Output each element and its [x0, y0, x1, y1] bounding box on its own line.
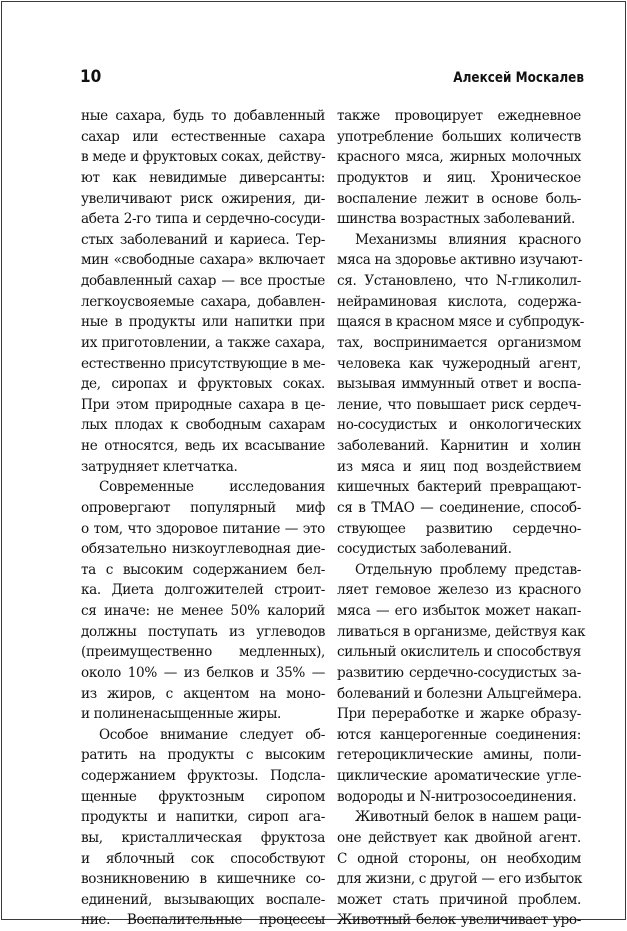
text-line: Животный белок увеличивает уро- [337, 912, 581, 929]
text-line: сахар или естественные сахара [81, 128, 325, 145]
left-text-column [81, 106, 325, 931]
text-line: и яблочный сок способствуют [81, 850, 325, 867]
text-line: мин «свободные сахара» включает [81, 252, 325, 269]
running-head-author: Алексей Москалев [453, 70, 584, 86]
text-line: увеличивают риск ожирения, ди- [81, 190, 325, 207]
text-line: щаяся в красном мясе и субпродук- [337, 314, 585, 331]
text-line: Особое внимание следует об- [99, 726, 325, 743]
text-line: ются канцерогенные соединения: [337, 726, 581, 743]
text-line: мяса — его избыток может накап- [337, 603, 581, 619]
text-line: ние. Воспалительные процессы [81, 912, 325, 929]
text-line: заболеваний. Карнитин и холин [337, 438, 581, 454]
text-line: для жизни, с другой — его избыток [337, 871, 583, 888]
text-line: щенные фруктозным сиропом [81, 788, 325, 805]
text-line: нейраминовая кислота, содержа- [337, 293, 581, 310]
text-line: ление, что повышает риск сердеч- [337, 396, 581, 413]
text-line: в меде и фруктовых соках, действу- [81, 149, 326, 166]
text-line: та с высоким содержанием бел- [81, 561, 325, 578]
text-line: единений, вызывающих воспале- [81, 891, 325, 908]
text-line: красного мяса, жирных молочных [337, 149, 581, 166]
text-line: де, сиропах и фруктовых соках. [81, 376, 325, 393]
text-line: стых заболеваний и кариеса. Тер- [81, 231, 325, 248]
text-line: вызывая иммунный ответ и воспа- [337, 376, 581, 393]
text-line: не относятся, ведь их всасывание [81, 438, 325, 454]
text-line: развитию сердечно-сосудистых за- [337, 664, 581, 681]
text-line: болеваний и болезни Альцгеймера. [337, 685, 582, 702]
text-line: употребление больших количеств [337, 128, 581, 145]
text-line: обязательно низкоуглеводная дие- [81, 541, 325, 558]
text-line: ляет гемовое железо из красного [337, 582, 581, 599]
text-line: и полиненасыщенные жиры. [81, 706, 282, 723]
text-line: ствующее развитию сердечно- [337, 520, 581, 537]
text-line: (преимущественно медленных), [81, 644, 325, 661]
text-line: о том, что здоровое питание — это [81, 520, 325, 537]
right-text-column [337, 106, 586, 931]
text-line: легкоусвояемые сахара, добавлен- [81, 293, 325, 310]
text-line: При этом природные сахара в це- [81, 396, 325, 413]
text-line: ливаться в организме, действуя как [337, 623, 586, 640]
text-line: кишечных бактерий превращают- [337, 479, 581, 496]
text-line: ратить на продукты с высоким [81, 747, 325, 764]
text-line: может стать причиной проблем. [337, 891, 581, 908]
text-line: Животный белок в нашем раци- [355, 809, 581, 826]
text-line: мяса на здоровье активно изучают- [337, 252, 583, 269]
page-number: 10 [80, 67, 102, 87]
text-line: продукты и напитки, сироп ага- [81, 809, 325, 826]
text-line: Современные исследования [99, 479, 325, 496]
text-line: из жиров, с акцентом на моно- [81, 685, 325, 702]
text-line: также провоцирует ежедневное [337, 108, 581, 124]
text-line: их приготовлении, а также сахара, [81, 334, 325, 351]
text-line: ка. Диета долгожителей строит- [81, 582, 325, 599]
text-line: ные в продукты или напитки при [81, 314, 325, 331]
text-line: ные сахара, будь то добавленный [81, 108, 325, 124]
text-line: ся в ТМАО — соединение, способ- [337, 499, 581, 516]
text-line: возникновению в кишечнике со- [81, 871, 325, 888]
text-line: вы, кристаллическая фруктоза [81, 829, 325, 846]
text-line: водороды и N-нитрозосоединения. [337, 788, 577, 805]
text-line: ся. Установлено, что N-гликолил- [337, 273, 581, 289]
text-line: При переработке и жарке образу- [337, 706, 581, 723]
text-line: должны поступать из углеводов [81, 623, 325, 640]
text-line: естественно присутствующие в ме- [81, 355, 325, 372]
text-line: тах, воспринимается организмом [337, 334, 581, 351]
text-line: Механизмы влияния красного [355, 231, 581, 248]
text-line: лых плодах к свободным сахарам [81, 417, 325, 434]
page-header [80, 66, 584, 90]
text-line: сосудистых заболеваний. [337, 541, 512, 558]
text-line: оне действует как двойной агент. [337, 829, 581, 846]
text-line: абета 2-го типа и сердечно-сосуди- [81, 211, 325, 228]
text-line: сильный окислитель и способствуя [337, 644, 581, 661]
text-line: гетероциклические амины, поли- [337, 747, 581, 764]
text-line: ют как невидимые диверсанты: [81, 169, 325, 186]
text-line: продуктов и яиц. Хроническое [337, 169, 581, 186]
text-line: Отдельную проблему представ- [355, 561, 581, 578]
text-line: циклические ароматические угле- [337, 768, 581, 784]
text-line: ся иначе: не менее 50% калорий [81, 603, 325, 619]
text-line: затрудняет клетчатка. [81, 458, 238, 475]
text-line: содержанием фруктозы. Подсла- [81, 768, 325, 784]
text-line: но-сосудистых и онкологических [337, 417, 581, 434]
text-line: С одной стороны, он необходим [337, 850, 581, 867]
text-line: добавленный сахар — все простые [81, 273, 325, 289]
text-line: из мяса и яиц под воздействием [337, 458, 581, 475]
text-line: воспаление лежит в основе боль- [337, 190, 581, 207]
text-line: около 10% — из белков и 35% — [81, 664, 325, 681]
text-line: человека как чужеродный агент, [337, 355, 581, 372]
text-line: опровергают популярный миф [81, 499, 325, 516]
text-line: шинства возрастных заболеваний. [337, 211, 576, 228]
